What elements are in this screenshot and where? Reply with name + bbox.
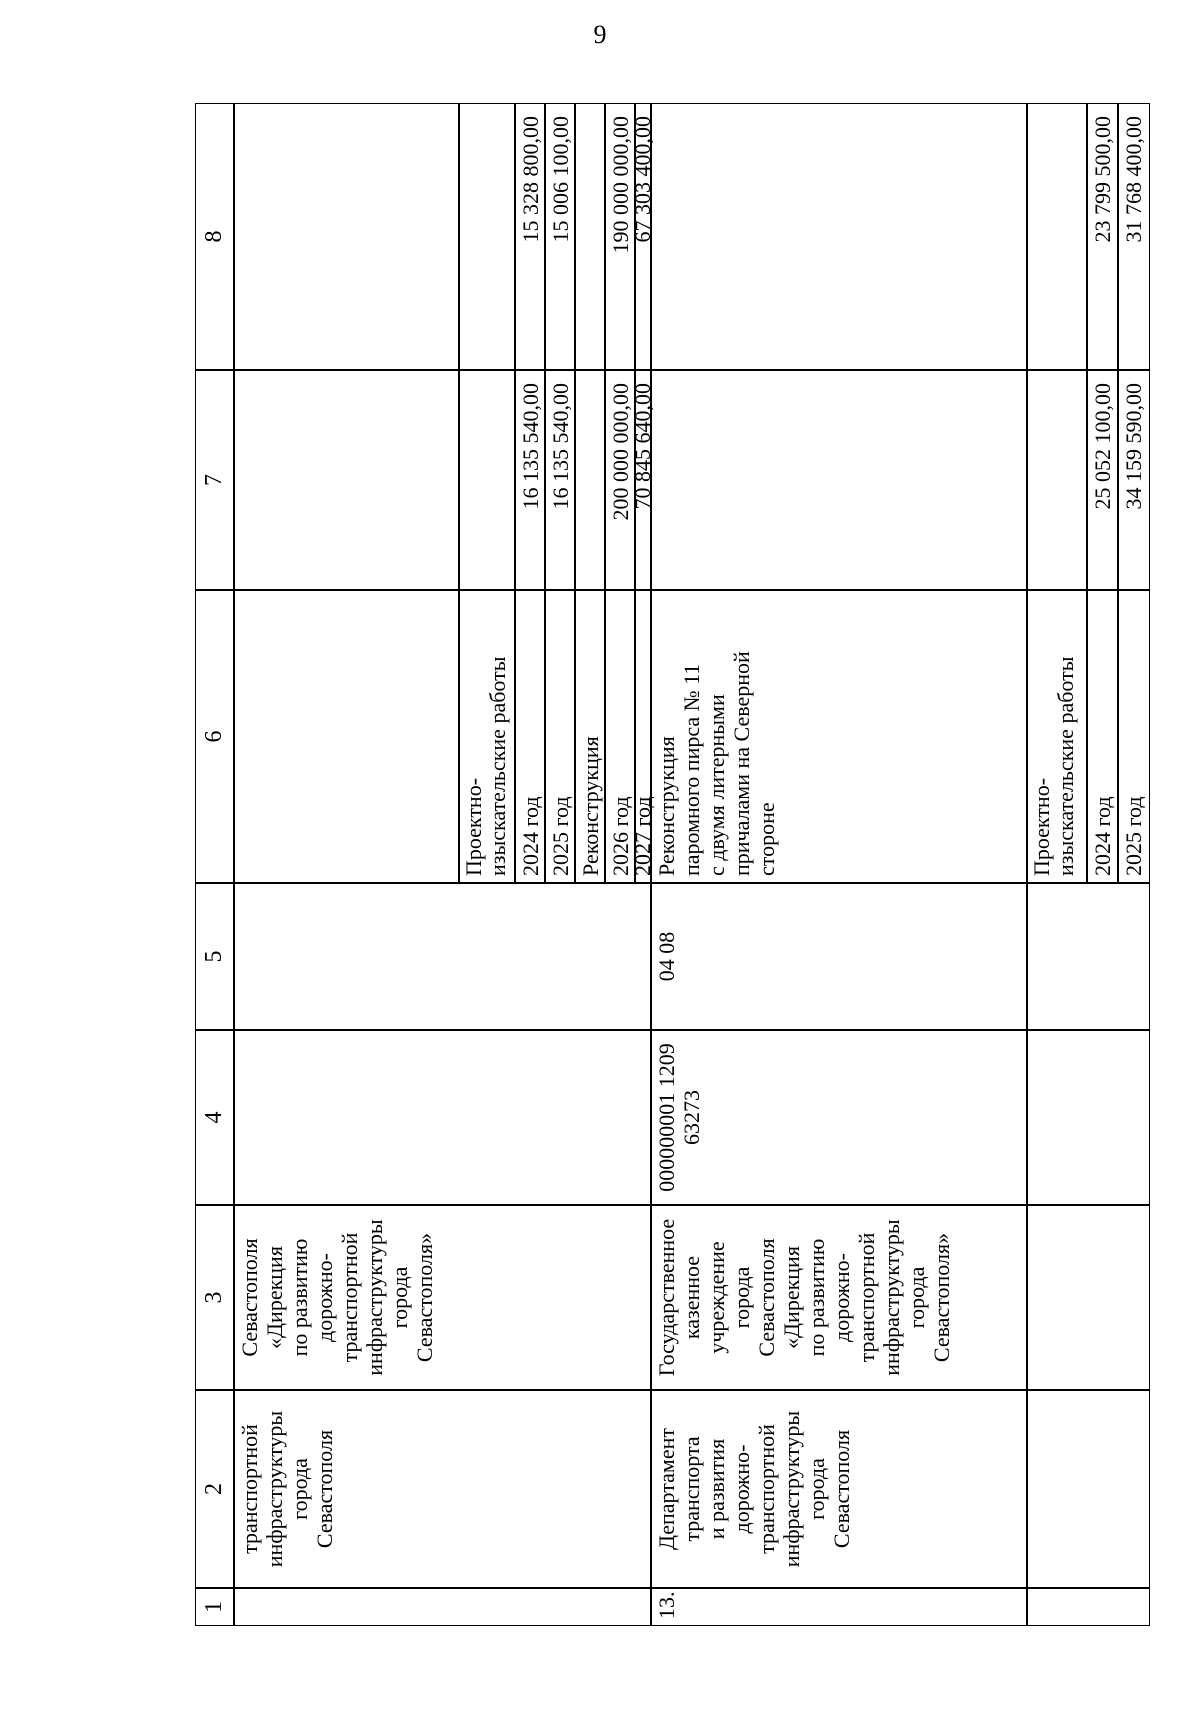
continuation-2024-col7: 16 135 540,00 <box>515 370 545 590</box>
continuation-2027-col7: 70 845 640,00 <box>635 370 651 590</box>
continuation-executor: Севастополя «Дирекция по развитию дорожно- транспортной инфраструктуры города Севастополя» <box>234 1205 651 1390</box>
header-col-3: 3 <box>195 1205 234 1390</box>
header-col-7: 7 <box>195 370 234 590</box>
item13-rows-col-3 <box>1027 1205 1150 1390</box>
continuation-stage-design-col7 <box>459 370 515 590</box>
continuation-2024-col8: 15 328 800,00 <box>515 103 545 370</box>
item13-2024-col8: 23 799 500,00 <box>1087 103 1118 370</box>
continuation-customer: транспортной инфраструктуры города Севастополя <box>234 1390 651 1588</box>
continuation-stage-design: Проектно- изыскательские работы <box>459 590 515 883</box>
header-col-6: 6 <box>195 590 234 883</box>
item13-year-2024: 2024 год <box>1087 590 1118 883</box>
continuation-col-8-top <box>234 103 459 370</box>
item13-rows-col-1 <box>1027 1588 1150 1626</box>
item13-executor: Государственное казенное учреждение города Севастополя «Дирекция по развитию дорожно- транспортной инфраструктуры города Севастополя» <box>651 1205 1027 1390</box>
item13-object-name: Реконструкция паромного пирса № 11 с двумя литерными причалами на Северной стороне <box>651 590 1027 883</box>
continuation-stage-reconstruction: Реконструкция <box>575 590 605 883</box>
header-col-8: 8 <box>195 103 234 370</box>
item13-col-7 <box>651 370 1027 590</box>
continuation-2025-col7: 16 135 540,00 <box>545 370 575 590</box>
continuation-2026-col8: 190 000 000,00 <box>605 103 635 370</box>
item13-stage-design-col7 <box>1027 370 1087 590</box>
continuation-col-7-top <box>234 370 459 590</box>
continuation-col-4 <box>234 1030 651 1205</box>
continuation-2027-col8: 67 303 400,00 <box>635 103 651 370</box>
continuation-col-1 <box>234 1588 651 1626</box>
item13-rows-col-5 <box>1027 883 1150 1030</box>
item13-customer: Департамент транспорта и развития дорожно- транспортной инфраструктуры города Севастополя <box>651 1390 1027 1588</box>
page-number: 9 <box>593 20 607 49</box>
continuation-year-2026: 2026 год <box>605 590 635 883</box>
item13-2025-col7: 34 159 590,00 <box>1118 370 1150 590</box>
item13-stage-design: Проектно- изыскательские работы <box>1027 590 1087 883</box>
item13-rows-col-2 <box>1027 1390 1150 1588</box>
continuation-reconstruction-col7 <box>575 370 605 590</box>
item13-year-2025: 2025 год <box>1118 590 1150 883</box>
item13-col-8 <box>651 103 1027 370</box>
item13-number: 13. <box>651 1588 1027 1626</box>
item13-code: 000000001 1209 63273 <box>651 1030 1027 1205</box>
header-col-2: 2 <box>195 1390 234 1588</box>
continuation-2025-col8: 15 006 100,00 <box>545 103 575 370</box>
item13-rows-col-4 <box>1027 1030 1150 1205</box>
continuation-year-2025: 2025 год <box>545 590 575 883</box>
continuation-stage-design-col8 <box>459 103 515 370</box>
continuation-col-5 <box>234 883 651 1030</box>
item13-2025-col8: 31 768 400,00 <box>1118 103 1150 370</box>
continuation-reconstruction-col8 <box>575 103 605 370</box>
header-col-4: 4 <box>195 1030 234 1205</box>
budget-table <box>195 103 1150 1626</box>
item13-stage-design-col8 <box>1027 103 1087 370</box>
continuation-2026-col7: 200 000 000,00 <box>605 370 635 590</box>
continuation-year-2027: 2027 год <box>635 590 651 883</box>
continuation-col-6-top <box>234 590 459 883</box>
header-col-1: 1 <box>195 1588 234 1626</box>
continuation-year-2024: 2024 год <box>515 590 545 883</box>
header-col-5: 5 <box>195 883 234 1030</box>
item13-2024-col7: 25 052 100,00 <box>1087 370 1118 590</box>
item13-section: 04 08 <box>651 883 1027 1030</box>
